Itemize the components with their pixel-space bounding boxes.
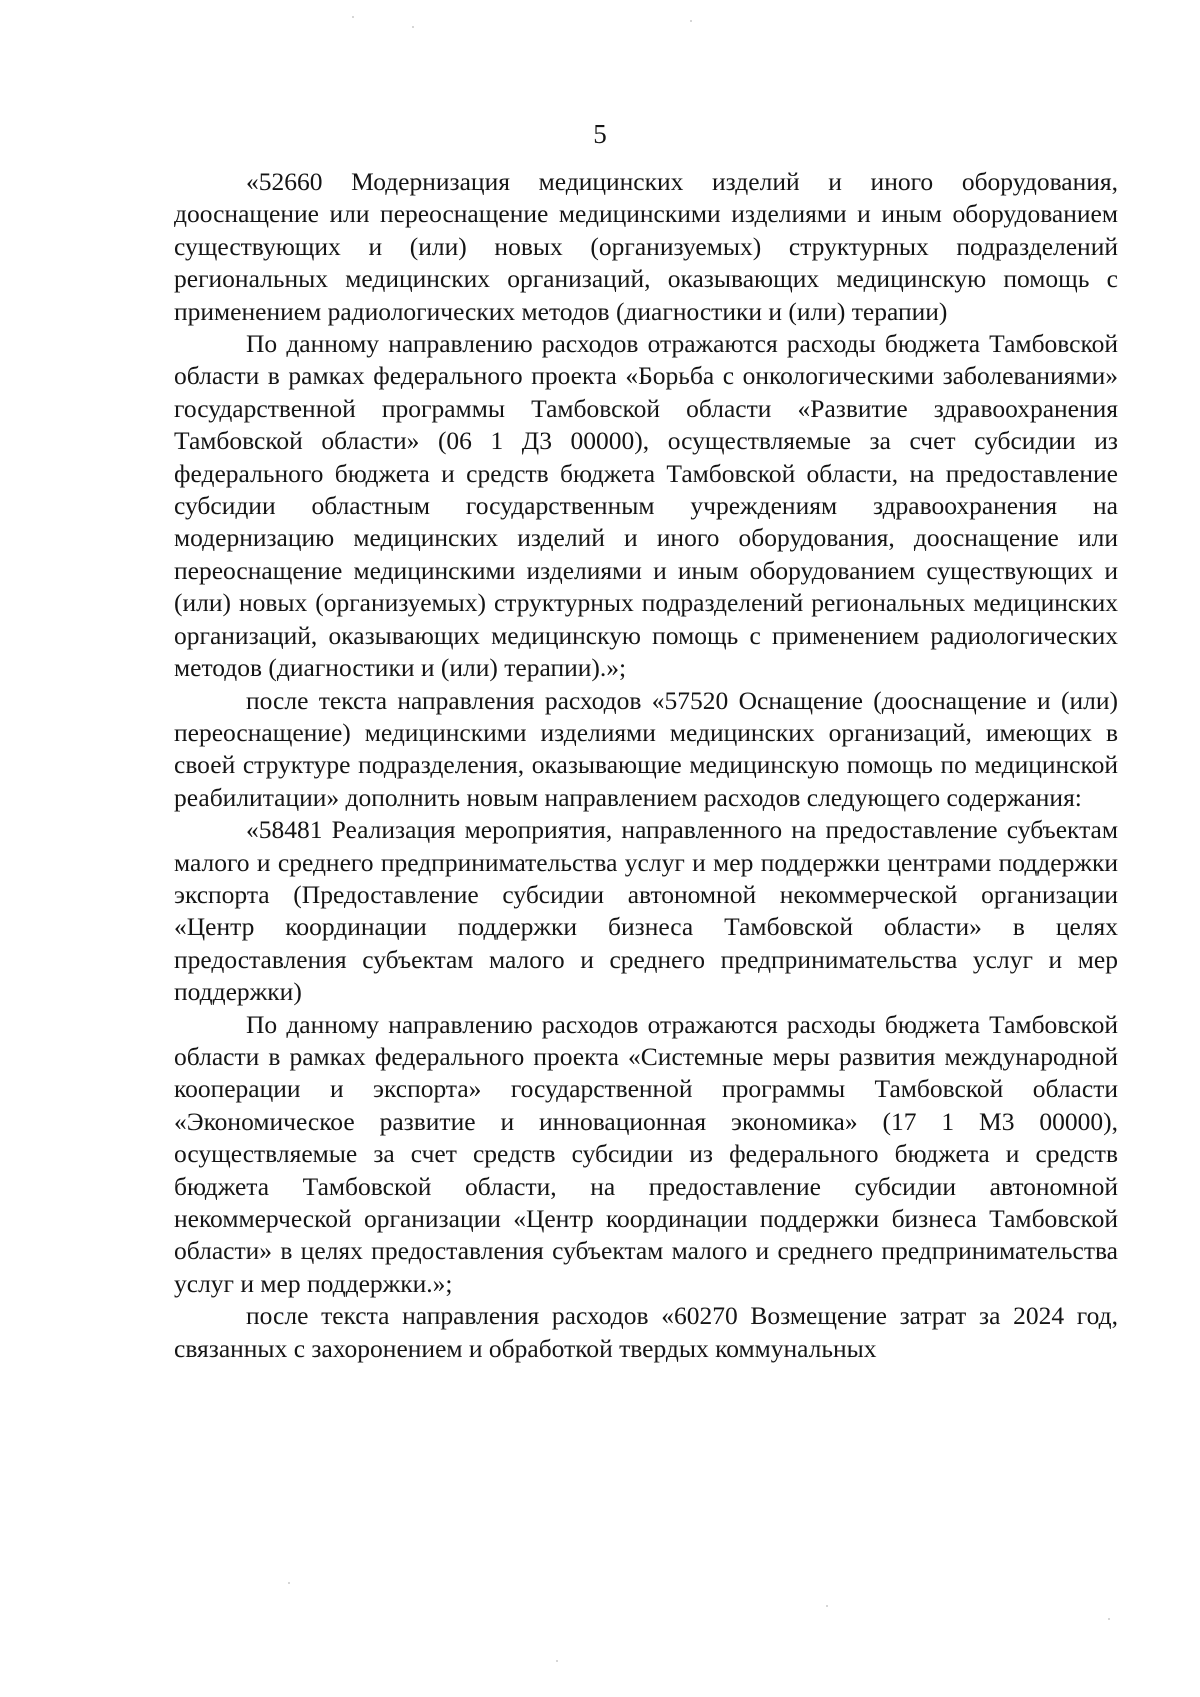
paragraph-58481-description: По данному направлению расходов отражаются расходы бюджета Тамбовской области в рамках федерального проекта «Системные меры развития международной кооперации и экспорта» государственной программы Тамбовской области «Экономическое развитие и инновационная экономика» (17 1 М3 00000), осуществляемые за счет средств субсидии из федерального бюджета и средств бюджета Тамбовской области, на предоставление субсидии автономной некоммерческой организации «Центр координации поддержки бизнеса Тамбовской области» в целях предоставления субъектам малого и среднего предпринимательства услуг и мер поддержки.»; (174, 1009, 1118, 1298)
scan-speck (412, 26, 414, 28)
scan-speck (826, 1605, 828, 1607)
paragraph-after-57520: после текста направления расходов «57520 Оснащение (дооснащение и (или) переоснащение) медицинскими изделиями медицинских организаций, имеющих в своей структуре подразделения, оказывающие медицинскую помощь по медицинской реабилитации» дополнить новым направлением расходов следующего содержания: (174, 685, 1118, 812)
scan-speck (352, 16, 354, 18)
document-body (174, 166, 1118, 1365)
paragraph-52660-title: «52660 Модернизация медицинских изделий и иного оборудования, дооснащение или переоснащение медицинскими изделиями и иным оборудованием существующих и (или) новых (организуемых) структурных подразделений региональных медицинских организаций, оказывающих медицинскую помощь с применением радиологических методов (диагностики и (или) терапии) (174, 167, 1118, 326)
paragraph-after-60270: после текста направления расходов «60270 Возмещение затрат за 2024 год, связанных с захоронением и обработкой твердых коммунальных (174, 1301, 1118, 1363)
page-number: 5 (593, 119, 607, 149)
paragraph-58481-title: «58481 Реализация мероприятия, направленного на предоставление субъектам малого и среднего предпринимательства услуг и мер поддержки центрами поддержки экспорта (Предоставление субсидии автономной некоммерческой организации «Центр координации поддержки бизнеса Тамбовской области» в целях предоставления субъектам малого и среднего предпринимательства услуг и мер поддержки) (174, 815, 1118, 1007)
scan-speck (288, 1582, 290, 1584)
scan-speck (556, 1660, 558, 1662)
scan-speck (690, 20, 692, 22)
scan-speck (1108, 1618, 1110, 1620)
paragraph-52660-description: По данному направлению расходов отражаются расходы бюджета Тамбовской области в рамках федерального проекта «Борьба с онкологическими заболеваниями» государственной программы Тамбовской области «Развитие здравоохранения Тамбовской области» (06 1 Д3 00000), осуществляемые за счет субсидии из федерального бюджета и средств бюджета Тамбовской области, на предоставление субсидии областным государственным учреждениям здравоохранения на модернизацию медицинских изделий и иного оборудования, дооснащение или переоснащение медицинскими изделиями и иным оборудованием существующих и (или) новых (организуемых) структурных подразделений региональных медицинских организаций, оказывающих медицинскую помощь с применением радиологических методов (диагностики и (или) терапии).»; (174, 329, 1118, 683)
